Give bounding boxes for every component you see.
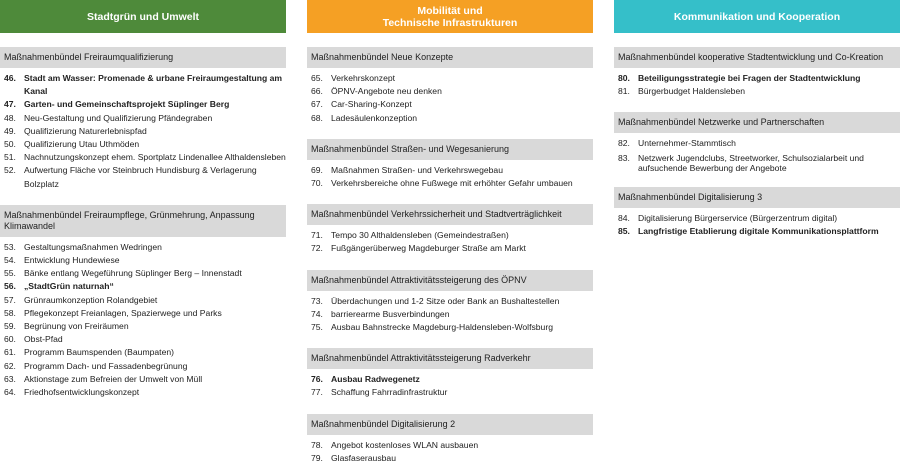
measure-number: 60.: [4, 334, 16, 345]
measure-number: 67.: [311, 99, 323, 110]
measure-number: 81.: [618, 86, 630, 97]
measure-text: Maßnahmen Straßen- und Verkehrswegebau: [331, 164, 503, 175]
measure-number: 78.: [311, 439, 323, 450]
measure-item: [618, 153, 900, 173]
bundle-title: Maßnahmenbündel Freiraumpflege, Grünmehrung, Anpassung Klimawandel: [0, 205, 286, 237]
measure-item: [4, 280, 286, 293]
measure-text: Unternehmer-Stammtisch: [638, 138, 736, 149]
measure-list: [614, 212, 900, 238]
measure-text: „StadtGrün naturnah“: [24, 281, 114, 292]
measure-text: Stadt am Wasser: Promenade & urbane Freiraumgestaltung am Kanal: [24, 73, 283, 97]
measure-text: Schaffung Fahrradinfrastruktur: [331, 387, 448, 398]
measure-number: 75.: [311, 322, 323, 333]
measure-text: Glasfaserausbau: [331, 452, 396, 463]
measure-item: [311, 308, 593, 321]
measure-item: [311, 85, 593, 98]
measure-number: 82.: [618, 138, 630, 149]
measure-text: Netzwerk Jugendclubs, Streetworker, Schulsozialarbeit und aufsuchende Bewerbung der Angebote: [638, 152, 864, 173]
measure-text: Neu-Gestaltung und Qualifizierung Pfändegraben: [24, 112, 213, 123]
measure-number: 48.: [4, 112, 16, 123]
column-kommunikation: [614, 0, 900, 238]
measure-text: Friedhofsentwicklungskonzept: [24, 387, 140, 398]
measure-number: 54.: [4, 255, 16, 266]
measure-list: [307, 72, 593, 125]
measure-number: 56.: [4, 281, 16, 292]
column-title: Technische Infrastrukturen: [382, 16, 518, 29]
measure-list: [307, 295, 593, 335]
measure-number: 68.: [311, 112, 323, 123]
bundle: [614, 112, 900, 172]
measure-text: Ausbau Radwegenetz: [331, 374, 420, 385]
measure-text: barrierearme Busverbindungen: [331, 308, 450, 319]
measure-text: Obst-Pfad: [24, 334, 63, 345]
measure-text: Programm Dach- und Fassadenbegrünung: [24, 360, 188, 371]
measure-number: 47.: [4, 99, 16, 110]
measure-item: [311, 164, 593, 177]
measure-text: Pflegekonzept Freianlagen, Spazierwege und Parks: [24, 307, 222, 318]
bundle: [307, 47, 593, 125]
measure-number: 73.: [311, 295, 323, 306]
measure-item: [311, 386, 593, 399]
measure-text: Langfristige Etablierung digitale Kommunikationsplattform: [638, 225, 879, 236]
measure-text: Bänke entlang Wegeführung Süplinger Berg – Innenstadt: [24, 268, 242, 279]
measure-text: Angebot kostenloses WLAN ausbauen: [331, 439, 479, 450]
measure-text: Car-Sharing-Konzept: [331, 99, 412, 110]
column-mobilitaet: [307, 0, 593, 465]
measure-item: [4, 98, 286, 111]
measure-item: [618, 212, 900, 225]
bundle: [307, 414, 593, 465]
column-header: [614, 0, 900, 33]
measure-item: [311, 373, 593, 386]
measure-text: Grünraumkonzeption Rolandgebiet: [24, 294, 158, 305]
measure-item: [4, 151, 286, 164]
measure-number: 66.: [311, 86, 323, 97]
measure-list: [0, 241, 286, 399]
measure-item: [4, 386, 286, 399]
measure-item: [4, 112, 286, 125]
bundle-title: Maßnahmenbündel Digitalisierung 2: [307, 414, 593, 435]
measure-list: [614, 72, 900, 98]
measure-text: Entwicklung Hundewiese: [24, 255, 120, 266]
measure-number: 61.: [4, 347, 16, 358]
measure-item: [618, 72, 900, 85]
measure-text: Fußgängerüberweg Magdeburger Straße am Markt: [331, 243, 526, 254]
bundle: [307, 348, 593, 399]
column-stadtgruen: [0, 0, 286, 399]
measure-item: [311, 452, 593, 465]
measure-item: [4, 294, 286, 307]
bundle-title: Maßnahmenbündel Neue Konzepte: [307, 47, 593, 68]
column-header: [307, 0, 593, 33]
measure-number: 57.: [4, 294, 16, 305]
measure-item: [4, 125, 286, 138]
measure-list: [0, 72, 286, 191]
measure-number: 79.: [311, 452, 323, 463]
measure-item: [311, 177, 593, 190]
measure-text: Verkehrsbereiche ohne Fußwege mit erhöhter Gefahr umbauen: [331, 178, 573, 189]
measure-item: [311, 72, 593, 85]
measure-item: [4, 333, 286, 346]
measure-text: Digitalisierung Bürgerservice (Bürgerzentrum digital): [638, 212, 838, 223]
measure-list: [307, 164, 593, 190]
bundle: [0, 205, 286, 399]
bundle: [0, 47, 286, 191]
measure-number: 49.: [4, 125, 16, 136]
measure-item: [311, 112, 593, 125]
measure-text: Ladesäulenkonzeption: [331, 112, 418, 123]
measure-text: Überdachungen und 1-2 Sitze oder Bank an Bushaltestellen: [331, 295, 560, 306]
measure-item: [4, 346, 286, 359]
measure-list: [307, 229, 593, 255]
measure-number: 69.: [311, 164, 323, 175]
measure-item: [311, 439, 593, 452]
bundle: [614, 187, 900, 238]
measure-text: ÖPNV-Angebote neu denken: [331, 86, 442, 97]
measure-number: 77.: [311, 387, 323, 398]
measure-item: [4, 360, 286, 373]
measure-number: 59.: [4, 321, 16, 332]
measure-number: 46.: [4, 73, 16, 83]
measure-number: 63.: [4, 373, 16, 384]
measure-number: 80.: [618, 73, 630, 83]
measure-item: [311, 242, 593, 255]
measure-item: [618, 225, 900, 238]
measure-item: [311, 229, 593, 242]
measure-text: Qualifizierung Naturerlebnispfad: [24, 125, 147, 136]
measure-number: 51.: [4, 152, 16, 163]
measure-text: Bürgerbudget Haldensleben: [638, 86, 746, 97]
bundle-title: Maßnahmenbündel Verkehrssicherheit und Stadtverträglichkeit: [307, 204, 593, 225]
measure-number: 52.: [4, 165, 16, 176]
measure-number: 64.: [4, 387, 16, 398]
measure-number: 53.: [4, 241, 16, 252]
bundle-title: Maßnahmenbündel Straßen- und Wegesanierung: [307, 139, 593, 160]
measure-number: 65.: [311, 73, 323, 83]
bundle: [307, 139, 593, 190]
measure-item: [311, 321, 593, 334]
measure-text: Aktionstage zum Befreien der Umwelt von Müll: [24, 373, 203, 384]
bundle: [614, 47, 900, 98]
measure-text: Verkehrskonzept: [331, 73, 396, 83]
measure-item: [4, 164, 286, 190]
measure-number: 62.: [4, 360, 16, 371]
measure-item: [4, 254, 286, 267]
measure-number: 70.: [311, 178, 323, 189]
measure-item: [4, 267, 286, 280]
bundle: [307, 270, 593, 335]
bundle-title: Maßnahmenbündel Attraktivitätssteigerung Radverkehr: [307, 348, 593, 369]
measure-item: [4, 241, 286, 254]
measure-text: Begrünung von Freiräumen: [24, 321, 129, 332]
measure-text: Garten- und Gemeinschaftsprojekt Süplinger Berg: [24, 99, 230, 110]
measure-text: Programm Baumspenden (Baumpaten): [24, 347, 174, 358]
measure-list: [307, 373, 593, 399]
measure-item: [311, 295, 593, 308]
measure-text: Beteiligungsstrategie bei Fragen der Stadtentwicklung: [638, 73, 861, 83]
measure-item: [618, 85, 900, 98]
measure-number: 74.: [311, 308, 323, 319]
bundle-title: Maßnahmenbündel Netzwerke und Partnerschaften: [614, 112, 900, 133]
measure-item: [311, 98, 593, 111]
bundle-title: Maßnahmenbündel Digitalisierung 3: [614, 187, 900, 208]
measure-item: [4, 307, 286, 320]
measure-number: 83.: [618, 152, 630, 163]
bundle-title: Maßnahmenbündel Freiraumqualifizierung: [0, 47, 286, 68]
bundle-title: Maßnahmenbündel kooperative Stadtentwicklung und Co-Kreation: [614, 47, 900, 68]
measure-text: Nachnutzungskonzept ehem. Sportplatz Lindenallee Althaldensleben: [24, 152, 286, 163]
measure-text: Ausbau Bahnstrecke Magdeburg-Haldensleben-Wolfsburg: [331, 322, 553, 333]
measure-number: 72.: [311, 243, 323, 254]
measure-list: [307, 439, 593, 465]
column-header: [0, 0, 286, 33]
measure-number: 50.: [4, 139, 16, 150]
bundle-title: Maßnahmenbündel Attraktivitätssteigerung des ÖPNV: [307, 270, 593, 291]
measure-item: [4, 320, 286, 333]
column-title: Stadtgrün und Umwelt: [87, 10, 199, 23]
measure-number: 85.: [618, 225, 630, 236]
measure-item: [618, 137, 900, 150]
measure-item: [4, 138, 286, 151]
measure-number: 76.: [311, 374, 323, 385]
measure-item: [4, 72, 286, 98]
measure-number: 84.: [618, 212, 630, 223]
column-title: Mobilität und: [417, 4, 483, 17]
measure-number: 71.: [311, 230, 323, 241]
bundle: [307, 204, 593, 255]
measure-number: 58.: [4, 307, 16, 318]
measure-text: Aufwertung Fläche vor Steinbruch Hundisburg & Verlagerung Bolzplatz: [24, 165, 257, 189]
measure-list: [614, 137, 900, 172]
column-title: Kommunikation und Kooperation: [673, 10, 841, 23]
measure-text: Qualifizierung Utau Uthmöden: [24, 139, 140, 150]
measure-item: [4, 373, 286, 386]
measure-number: 55.: [4, 268, 16, 279]
measure-text: Tempo 30 Althaldensleben (Gemeindestraßen): [331, 230, 509, 241]
measure-text: Gestaltungsmaßnahmen Wedringen: [24, 241, 162, 252]
